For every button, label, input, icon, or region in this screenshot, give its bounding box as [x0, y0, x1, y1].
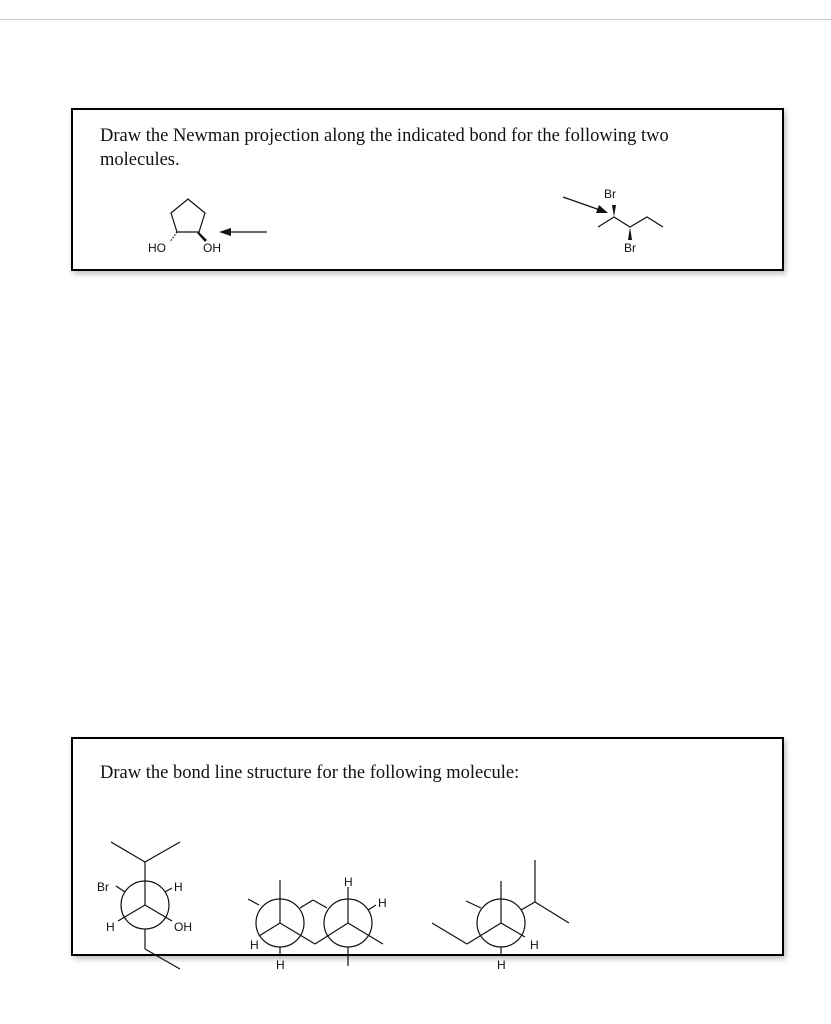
h-label: H — [530, 938, 539, 952]
h-label: H — [344, 875, 353, 889]
newman-projection-1 — [97, 842, 192, 969]
oh-label: OH — [203, 241, 221, 255]
question-1-text: Draw the Newman projection along the indicated bond for the following two molecules. — [100, 126, 669, 170]
dibromopentane — [563, 187, 663, 255]
br-top-label: Br — [604, 187, 616, 201]
br-label: Br — [97, 880, 109, 894]
h-label: H — [276, 958, 285, 972]
newman-projection-3 — [432, 860, 569, 972]
oh-label: OH — [174, 920, 192, 934]
arrow-icon — [219, 228, 267, 236]
h-label: H — [250, 938, 259, 952]
cyclopentane-diol — [148, 199, 267, 255]
ho-label: HO — [148, 241, 166, 255]
arrow-icon — [563, 197, 608, 213]
h-label: H — [106, 920, 115, 934]
br-bottom-label: Br — [624, 241, 636, 255]
h-label: H — [378, 896, 387, 910]
h-label: H — [174, 880, 183, 894]
newman-projection-2 — [248, 875, 387, 972]
h-label: H — [497, 958, 506, 972]
question-2-text: Draw the bond line structure for the following molecule: — [100, 763, 520, 783]
